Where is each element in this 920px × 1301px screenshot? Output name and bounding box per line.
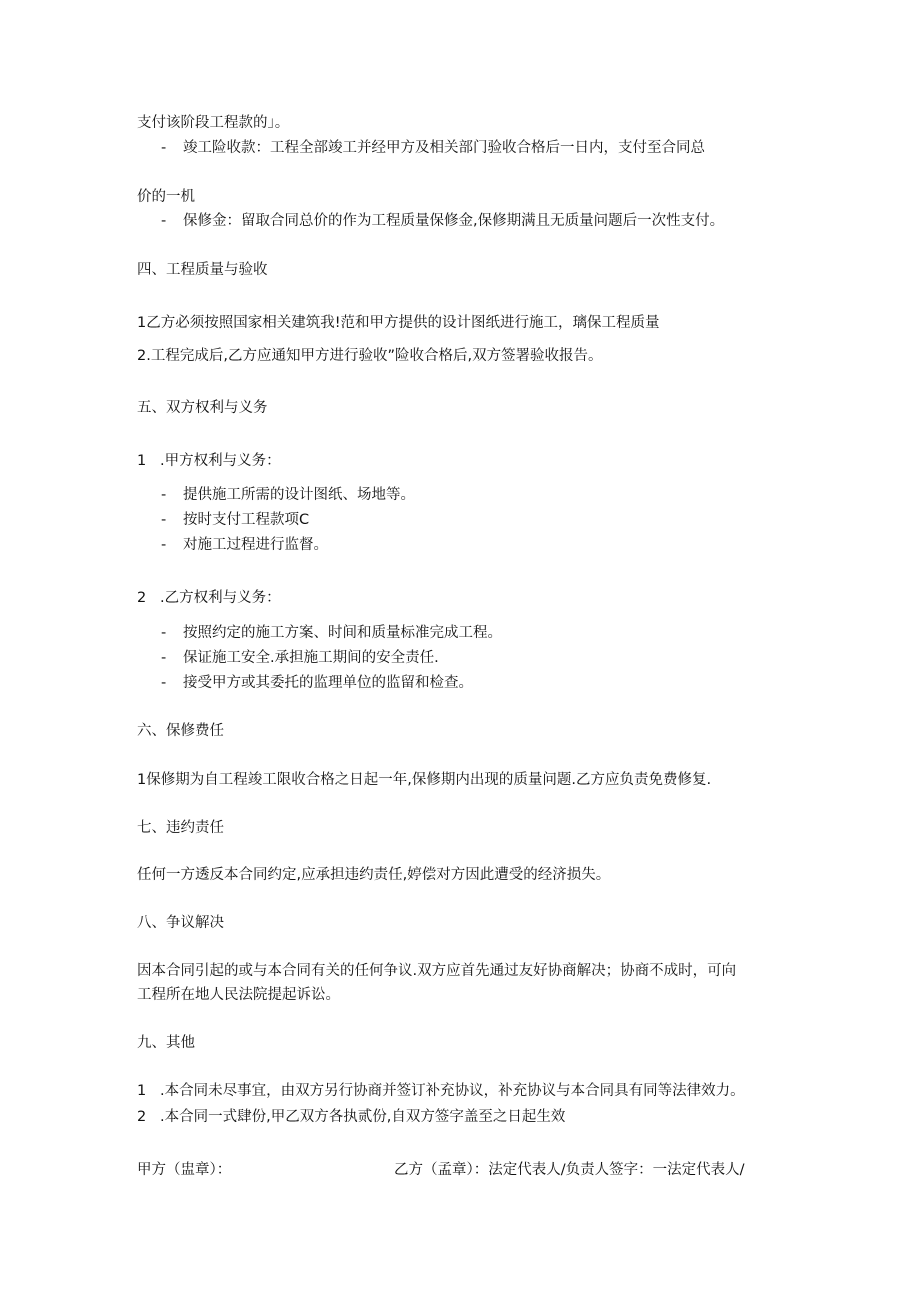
section-4-paragraph-2: 2.工程完成后,乙方应通知甲方进行验收”险收合格后,双方签署验收报告。 (137, 348, 603, 364)
list-item-text: 保证施工安全.承担施工期间的安全责任. (183, 650, 439, 666)
list-item (161, 673, 473, 693)
list-item-text: 提供施工所需的设计图纸、场地等。 (183, 487, 415, 503)
section-8-heading: 八、争议解决 (137, 915, 224, 931)
bullet-dash: - (161, 487, 167, 503)
section-6-heading: 六、保修费任 (137, 723, 224, 739)
completion-payment-item (161, 138, 705, 158)
party-b-rights-label: .乙方权利与义务： (160, 590, 281, 606)
section-4-paragraph-1: 1乙方必须按照国家相关建筑我!范和甲方提供的设计图纸进行施工，璃保工程质量 (137, 315, 660, 331)
section-7-paragraph-1: 任何一方透反本合同约定,应承担违约责任,婷偿对方因此遭受的经济损失。 (137, 867, 611, 883)
party-b-seal-label: 乙方（孟章）：法定代表人/负责人签字：一法定代表人/ (394, 1162, 745, 1178)
section-8-paragraph-2: 工程所在地人民法院提起诉讼。 (137, 987, 340, 1003)
bullet-dash: - (161, 512, 167, 528)
section-6-paragraph-1: 1保修期为自工程竣工限收合格之日起一年,保修期内出现的质量问题.乙方应负责免费修复. (137, 772, 712, 788)
list-number: 2 (137, 590, 147, 606)
list-number: 2 (137, 1109, 147, 1125)
list-item (161, 623, 502, 643)
section-9-item-1-text: .本合同未尽事宜，由双方另行协商并签订补充协议，补充协议与本合同具有同等法律效力。 (160, 1083, 745, 1099)
party-a-rights-title (137, 451, 281, 471)
payment-stage-line-continuation: 支付该阶段工程款的」。 (137, 115, 290, 131)
bullet-dash: - (161, 650, 167, 666)
section-4-heading: 四、工程质量与验收 (137, 262, 268, 278)
section-9-item-2-text: .本合同一式肆份,甲乙双方各执贰份,自双方签字盖至之日起生效 (160, 1109, 566, 1125)
section-5-heading: 五、双方权利与义务 (137, 400, 268, 416)
section-9-item-1 (137, 1081, 745, 1101)
list-number: 1 (137, 453, 147, 469)
list-item-text: 接受甲方或其委托的监理单位的监留和检查。 (183, 675, 473, 691)
warranty-fund-item (161, 211, 724, 231)
party-a-seal-label: 甲方（盅章）： (137, 1162, 232, 1178)
list-item (161, 535, 328, 555)
bullet-dash: - (161, 675, 167, 691)
list-item (161, 485, 415, 505)
completion-payment-continuation: 价的一机 (137, 189, 195, 205)
warranty-fund-text: 保修金：留取合同总价的作为工程质量保修金,保修期满且无质量问题后一次性支付。 (183, 213, 725, 229)
list-item (161, 510, 309, 530)
bullet-dash: - (161, 213, 167, 229)
section-9-heading: 九、其他 (137, 1035, 195, 1051)
list-item (161, 648, 439, 668)
section-9-item-2 (137, 1107, 565, 1127)
party-b-rights-title (137, 588, 281, 608)
bullet-dash: - (161, 625, 167, 641)
bullet-dash: - (161, 537, 167, 553)
section-7-heading: 七、违约责任 (137, 820, 224, 836)
list-number: 1 (137, 1083, 147, 1099)
list-item-text: 对施工过程进行监督。 (183, 537, 328, 553)
bullet-dash: - (161, 140, 167, 156)
party-a-rights-label: .甲方权利与义务： (160, 453, 281, 469)
completion-payment-text: 竣工险收款：工程全部竣工并经甲方及相关部门验收合格后一日内，支付至合同总 (183, 140, 705, 156)
list-item-text: 按照约定的施工方案、时间和质量标准完成工程。 (183, 625, 502, 641)
list-item-text: 按时支付工程款项C (183, 512, 310, 528)
section-8-paragraph-1: 因本合同引起的或与本合同有关的任何争议.双方应首先通过友好协商解决；协商不成时，可向 (137, 963, 737, 979)
